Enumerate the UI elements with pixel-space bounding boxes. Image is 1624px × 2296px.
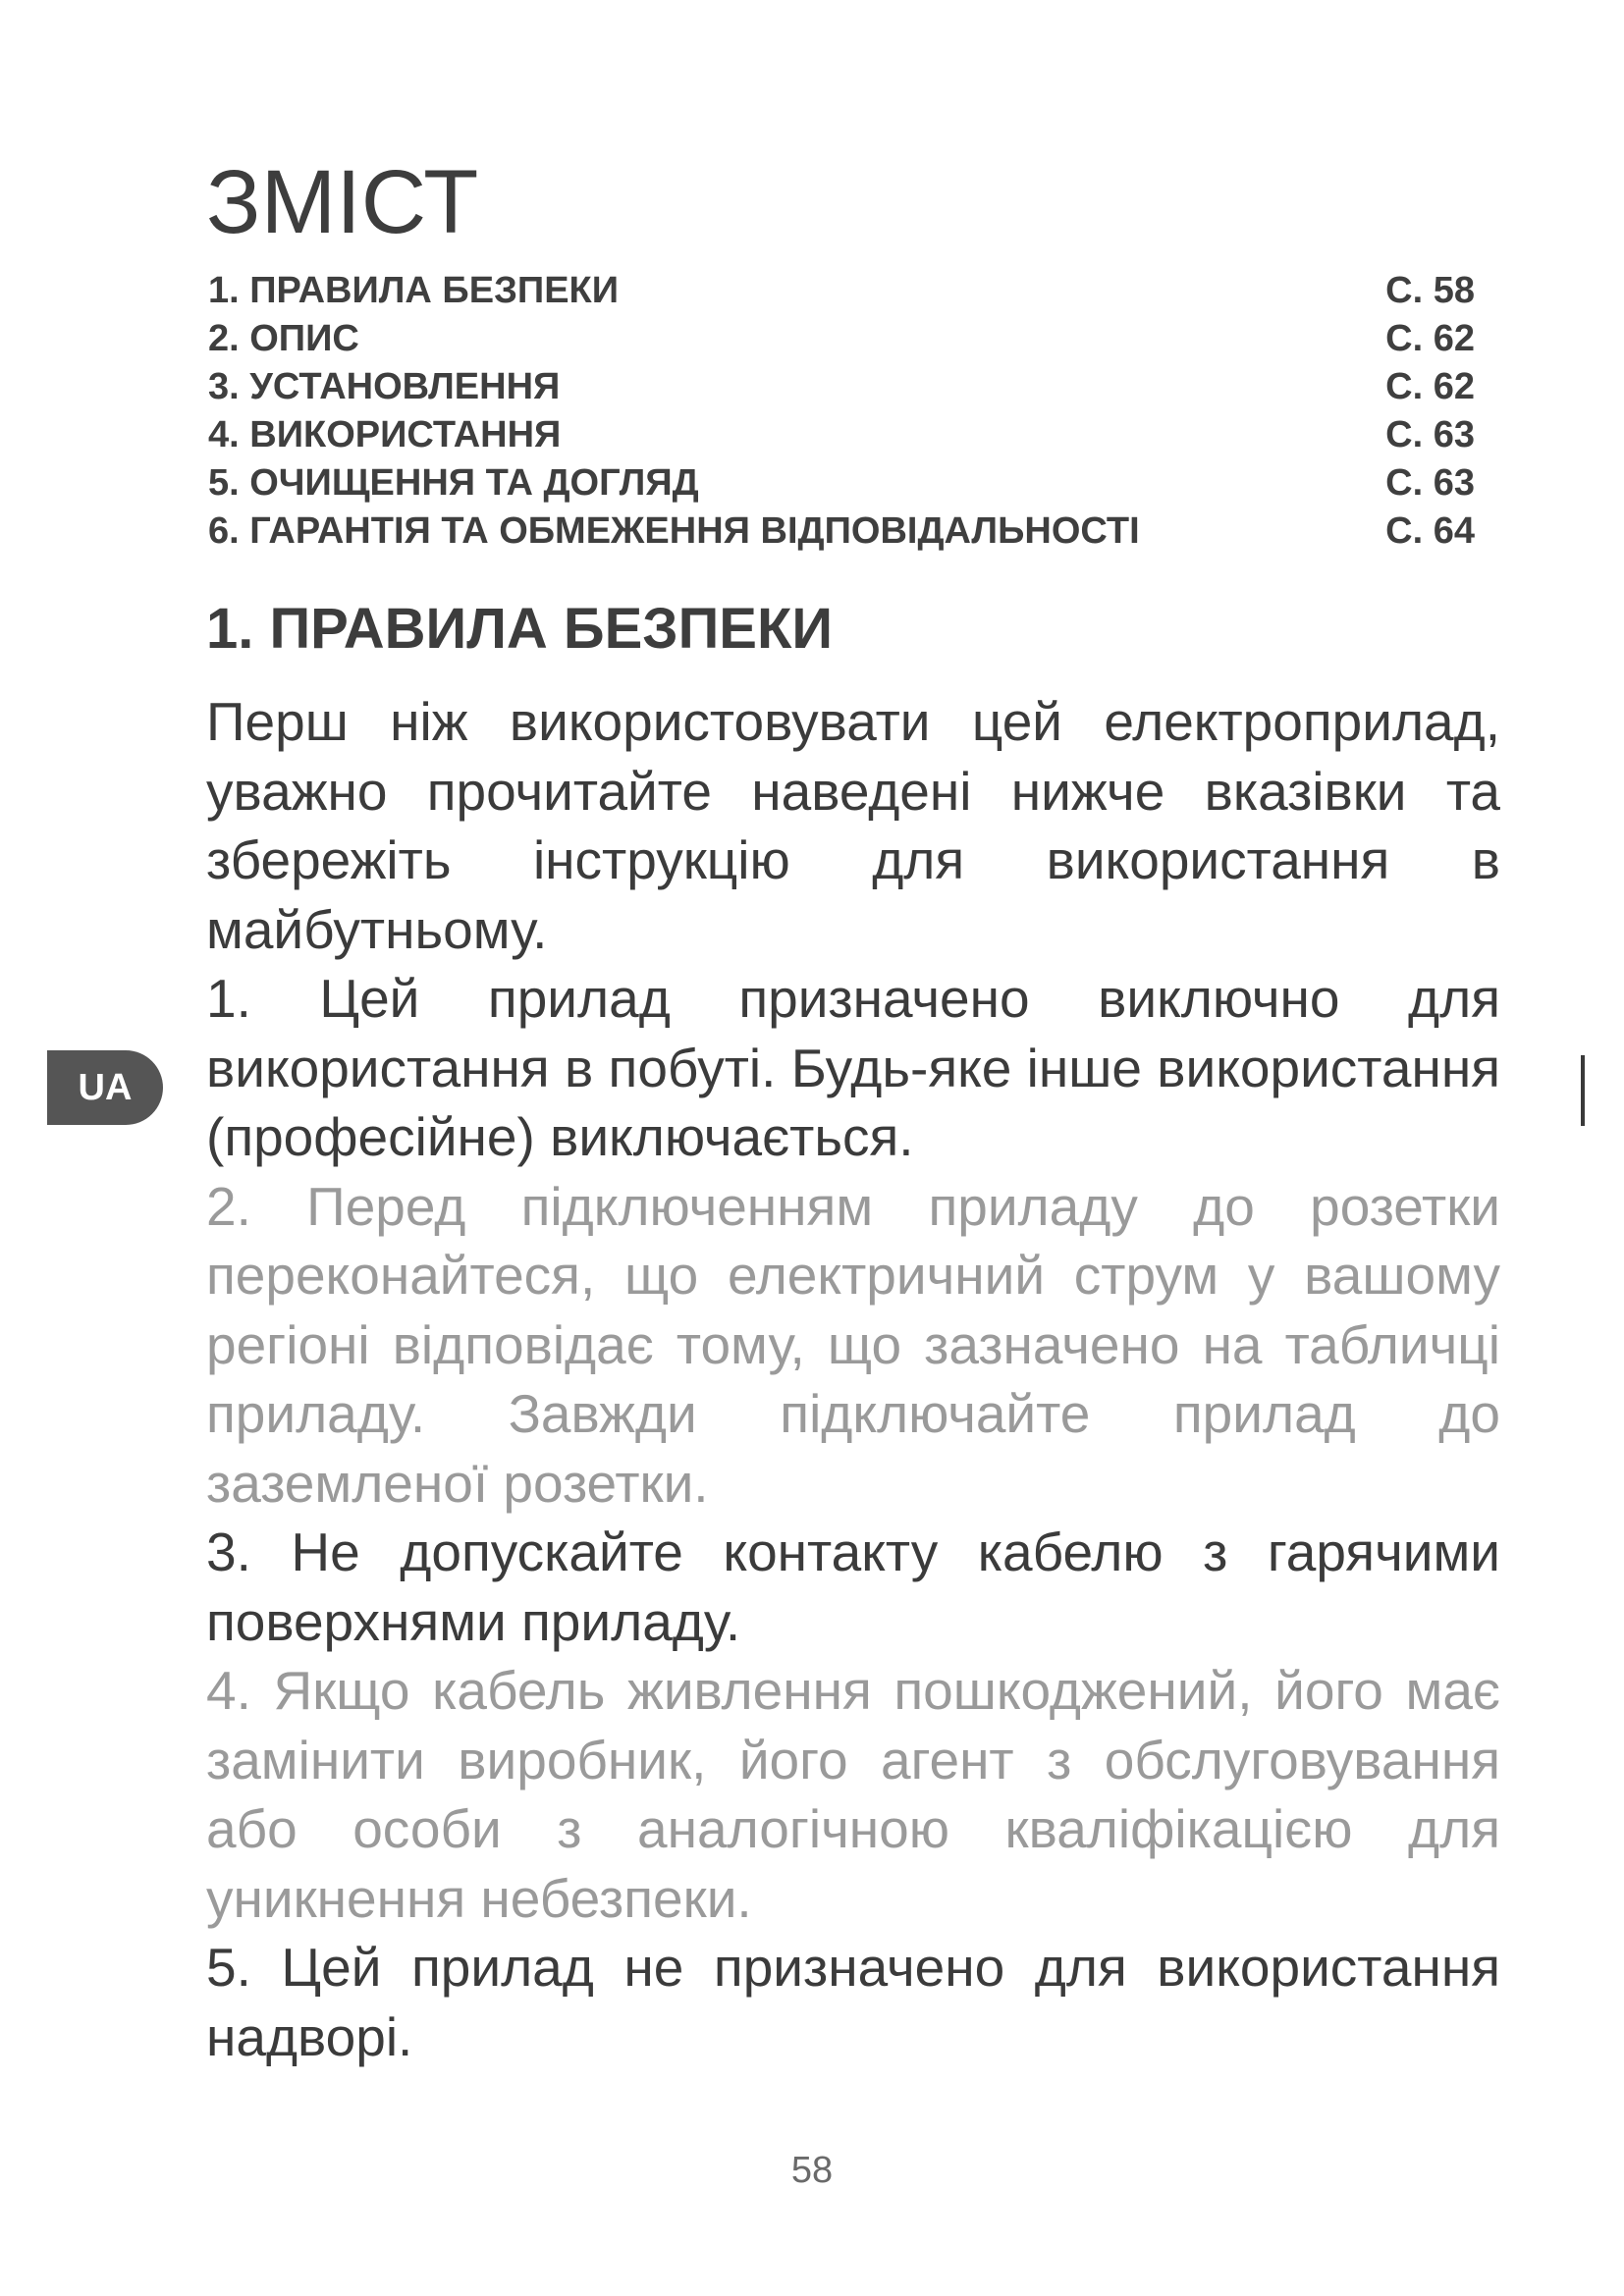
rule-paragraph: 2. Перед підключенням приладу до розетки переконайтеся, що електричний струм у вашому регіоні відповідає тому, що зазначено на табличці приладу. Завжди підключайте прилад до заземленої розетки.: [206, 1175, 1500, 1514]
safety-rules-body: [206, 687, 1500, 2071]
toc-title: ЗМІСТ: [206, 152, 479, 252]
toc-item-page: С. 62: [1385, 318, 1475, 359]
rule-paragraph: 4. Якщо кабель живлення пошкоджений, його має замінити виробник, його агент з обслуговування або особи з аналогічною кваліфікацією для уникнення небезпеки.: [206, 1660, 1500, 1929]
toc-item: [208, 411, 1475, 459]
section-title: 1. ПРАВИЛА БЕЗПЕКИ: [206, 597, 834, 661]
language-tab: UA: [47, 1050, 163, 1125]
toc-item-page: С. 58: [1385, 270, 1475, 311]
toc-item-label: 2. ОПИС: [208, 318, 359, 359]
rule-paragraph: 5. Цей прилад не призначено для використання надворі.: [206, 1937, 1500, 2067]
toc-item-label: 6. ГАРАНТІЯ ТА ОБМЕЖЕННЯ ВІДПОВІДАЛЬНОСТІ: [208, 510, 1140, 552]
rule-paragraph: 3. Не допускайте контакту кабелю з гарячими поверхнями приладу.: [206, 1522, 1500, 1652]
intro-paragraph: Перш ніж використовувати цей електроприлад, уважно прочитайте наведені нижче вказівки та збережіть інструкцію для використання в майбутньому.: [206, 691, 1500, 960]
toc-item: [208, 363, 1475, 411]
toc-item-label: 1. ПРАВИЛА БЕЗПЕКИ: [208, 270, 620, 311]
rule-paragraph: 1. Цей прилад призначено виключно для використання в побуті. Будь-яке інше використання (професійне) виключається.: [206, 968, 1500, 1167]
toc-item-page: С. 63: [1385, 462, 1475, 504]
toc-item-label: 4. ВИКОРИСТАННЯ: [208, 414, 562, 455]
toc-item-page: С. 62: [1385, 366, 1475, 407]
page-number: 58: [790, 2150, 834, 2191]
toc-item-page: С. 63: [1385, 414, 1475, 455]
toc-item-page: С. 64: [1385, 510, 1475, 552]
toc-item: [208, 459, 1475, 507]
table-of-contents: [208, 267, 1475, 556]
toc-item: [208, 507, 1475, 556]
toc-item: [208, 315, 1475, 363]
toc-item-label: 3. УСТАНОВЛЕННЯ: [208, 366, 561, 407]
toc-item-label: 5. ОЧИЩЕННЯ ТА ДОГЛЯД: [208, 462, 699, 504]
toc-item: [208, 267, 1475, 315]
edge-marker: [1581, 1055, 1585, 1126]
